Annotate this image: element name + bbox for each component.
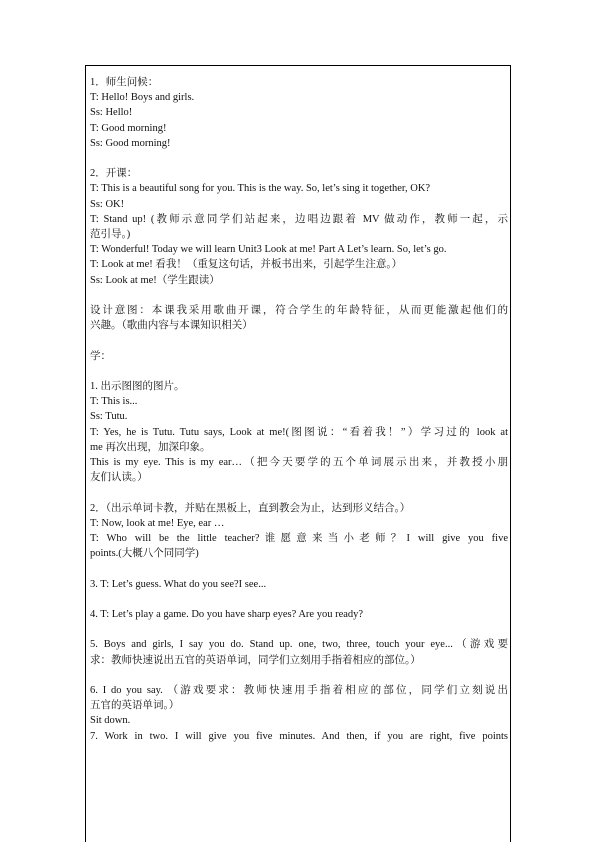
blank-line	[90, 561, 508, 576]
text-line: me 再次出现，加深印象。	[90, 441, 211, 453]
text-line: 设计意图：本课我采用歌曲开课，符合学生的年龄特征，从而更能激起他们的	[90, 305, 508, 317]
lesson-text	[90, 75, 508, 744]
text-line: 求：教师快速说出五官的英语单词，同学们立刻用手指着相应的部位。）	[90, 654, 421, 666]
text-line: Ss: Hello!	[90, 107, 133, 119]
blank-line	[90, 592, 508, 607]
blank-line	[90, 364, 508, 379]
text-line: 2．（出示单词卡教，并贴在黑板上，直到教会为止，达到形义结合。）	[90, 502, 411, 514]
text-line: T: This is...	[90, 396, 138, 408]
text-line: 1．师生问候：	[90, 77, 159, 88]
text-line: T: Stand up! (教师示意同学们站起来，边唱边跟着 MV 做动作，教师一起，示	[90, 213, 508, 225]
text-line: This is my eye. This is my ear…（把今天要学的五个单词展示出来，并教授小朋	[90, 457, 508, 469]
text-line: T: Good morning!	[90, 122, 167, 134]
text-line: points.(大概八个同同学)	[90, 548, 199, 560]
text-line: 范引导。)	[90, 229, 131, 241]
text-line: T: Wonderful! Today we will learn Unit3 Look at me! Part A Let’s learn. So, let’s go.	[90, 244, 447, 256]
text-line: T: Now, look at me! Eye, ear …	[90, 517, 225, 529]
text-line: 5. Boys and girls, I say you do. Stand up. one, two, three, touch your eye...（游戏要	[90, 639, 508, 651]
text-line: Ss: Tutu.	[90, 411, 128, 423]
blank-line	[90, 151, 508, 166]
blank-line	[90, 333, 508, 348]
blank-line	[90, 622, 508, 637]
text-line: 3. T: Let’s guess. What do you see?I see...	[90, 578, 267, 590]
text-line: 友们认读。）	[90, 472, 148, 484]
text-line: 7. Work in two. I will give you five minutes. And then, if you are right, five points	[90, 730, 508, 742]
text-line: 4. T: Let’s play a game. Do you have sharp eyes? Are you ready?	[90, 609, 364, 620]
text-line: T: This is a beautiful song for you. This is the way. So, let’s sing it together, OK?	[90, 183, 431, 195]
text-line: T: Hello! Boys and girls.	[90, 92, 195, 104]
text-line: 2．开课：	[90, 168, 138, 180]
blank-line	[90, 288, 508, 303]
text-line: T: Yes, he is Tutu. Tutu says, Look at me!(图图说：“看着我！”）学习过的 look at	[90, 426, 508, 438]
text-line: T: Who will be the little teacher?谁愿意来当小老师？I will give you five	[90, 533, 508, 545]
blank-line	[90, 668, 508, 683]
text-line: 1. 出示图图的图片。	[90, 381, 185, 392]
text-line: 学：	[90, 350, 111, 362]
text-line: T: Look at me! 看我！（重复这句话，并板书出来，引起学生注意。）	[90, 259, 403, 271]
text-line: Sit down.	[90, 715, 131, 727]
text-line: 五官的英语单词。）	[90, 700, 180, 712]
blank-line	[90, 485, 508, 500]
text-line: Ss: Good morning!	[90, 137, 171, 149]
text-line: Ss: OK!	[90, 198, 125, 210]
text-line: 6. I do you say. （游戏要求：教师快速用手指着相应的部位，同学们立刻说出	[90, 684, 508, 696]
text-line: 兴趣。（歌曲内容与本课知识相关）	[90, 320, 253, 332]
text-line: Ss: Look at me!（学生跟读）	[90, 274, 220, 286]
